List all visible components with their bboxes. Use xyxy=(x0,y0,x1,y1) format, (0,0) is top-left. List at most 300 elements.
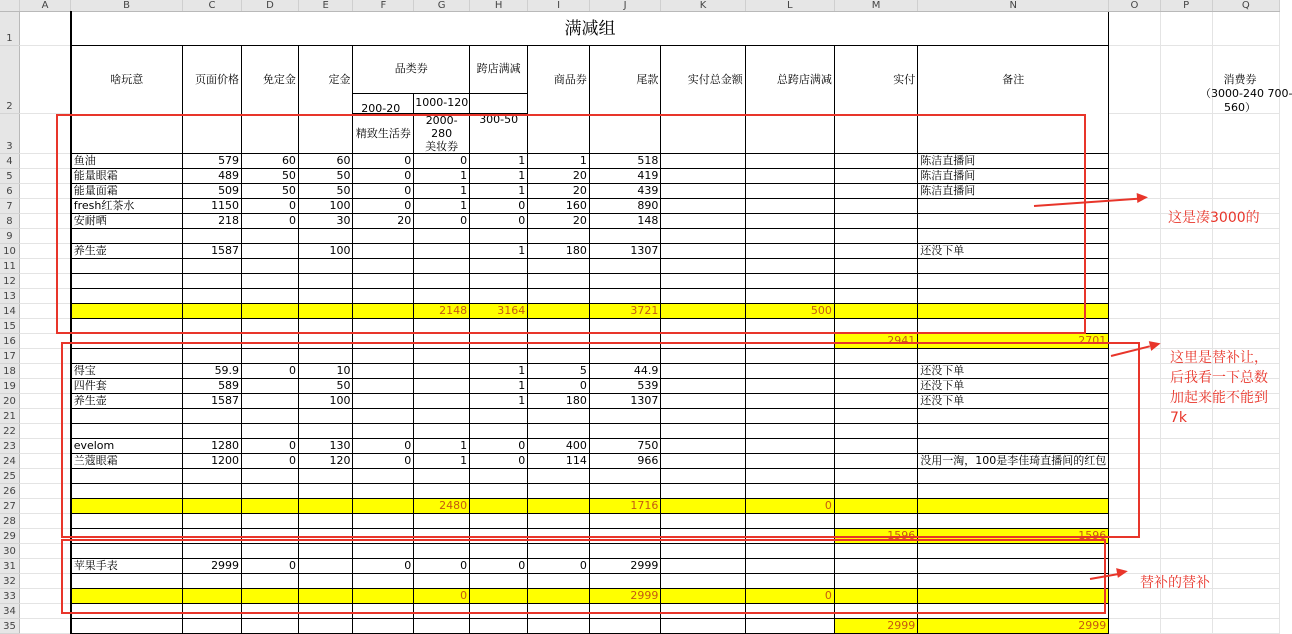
cell-l9[interactable] xyxy=(745,229,834,244)
cell-e21[interactable] xyxy=(298,409,353,424)
cell-j25[interactable] xyxy=(589,469,661,484)
cell-p29[interactable] xyxy=(1160,529,1212,544)
cell-f13[interactable] xyxy=(353,289,414,304)
cell-g14[interactable]: 2148 xyxy=(414,304,470,319)
cell-j28[interactable] xyxy=(589,514,661,529)
cell-l11[interactable] xyxy=(745,259,834,274)
cell-i26[interactable] xyxy=(528,484,590,499)
cell-q5[interactable] xyxy=(1212,169,1279,184)
cell-c16[interactable] xyxy=(182,334,241,349)
cell-i25[interactable] xyxy=(528,469,590,484)
cell-p27[interactable] xyxy=(1160,499,1212,514)
cell-f17[interactable] xyxy=(353,349,414,364)
cell-q16[interactable] xyxy=(1212,334,1279,349)
cell-c3[interactable] xyxy=(182,114,241,154)
cell-l24[interactable] xyxy=(745,454,834,469)
cell-n28[interactable] xyxy=(918,514,1109,529)
cell-g15[interactable] xyxy=(414,319,470,334)
cell-l17[interactable] xyxy=(745,349,834,364)
cell-l19[interactable] xyxy=(745,379,834,394)
cell-k9[interactable] xyxy=(661,229,745,244)
cell-q27[interactable] xyxy=(1212,499,1279,514)
cell-o29[interactable] xyxy=(1109,529,1161,544)
cell-h21[interactable] xyxy=(470,409,528,424)
cell-b19[interactable]: 四件套 xyxy=(71,379,183,394)
cell-m22[interactable] xyxy=(834,424,917,439)
cell-k23[interactable] xyxy=(661,439,745,454)
cell-e13[interactable] xyxy=(298,289,353,304)
cell-n9[interactable] xyxy=(918,229,1109,244)
cell-e34[interactable] xyxy=(298,604,353,619)
cell-m14[interactable] xyxy=(834,304,917,319)
cell-p14[interactable] xyxy=(1160,304,1212,319)
cell-k28[interactable] xyxy=(661,514,745,529)
cell-k31[interactable] xyxy=(661,559,745,574)
cell-d9[interactable] xyxy=(242,229,299,244)
row-header-3[interactable]: 3 xyxy=(0,114,19,154)
cell-a34[interactable] xyxy=(19,604,70,619)
row-header-4[interactable]: 4 xyxy=(0,154,19,169)
cell-e4[interactable]: 60 xyxy=(298,154,353,169)
column-header-h[interactable]: H xyxy=(470,0,528,12)
cell-o22[interactable] xyxy=(1109,424,1161,439)
cell-j30[interactable] xyxy=(589,544,661,559)
column-header-b[interactable]: B xyxy=(71,0,183,12)
cell-e17[interactable] xyxy=(298,349,353,364)
cell-b26[interactable] xyxy=(71,484,183,499)
cell-j32[interactable] xyxy=(589,574,661,589)
cell-c27[interactable] xyxy=(182,499,241,514)
row-header-23[interactable]: 23 xyxy=(0,439,19,454)
header-subcoupon-300-50[interactable]: 300-50 xyxy=(470,114,528,154)
cell-p23[interactable] xyxy=(1160,439,1212,454)
cell-j9[interactable] xyxy=(589,229,661,244)
cell-h16[interactable] xyxy=(470,334,528,349)
cell-h24[interactable]: 0 xyxy=(470,454,528,469)
cell-h11[interactable] xyxy=(470,259,528,274)
cell-h27[interactable] xyxy=(470,499,528,514)
cell-c13[interactable] xyxy=(182,289,241,304)
cell-e29[interactable] xyxy=(298,529,353,544)
cell-p9[interactable] xyxy=(1160,229,1212,244)
cell-a9[interactable] xyxy=(19,229,70,244)
column-header-d[interactable]: D xyxy=(242,0,299,12)
cell-g25[interactable] xyxy=(414,469,470,484)
row-header-7[interactable]: 7 xyxy=(0,199,19,214)
cell-p35[interactable] xyxy=(1160,619,1212,634)
cell-g33[interactable]: 0 xyxy=(414,589,470,604)
cell-f20[interactable] xyxy=(353,394,414,409)
cell-q30[interactable] xyxy=(1212,544,1279,559)
cell-f18[interactable] xyxy=(353,364,414,379)
row-header-13[interactable]: 13 xyxy=(0,289,19,304)
cell-f32[interactable] xyxy=(353,574,414,589)
cell-g16[interactable] xyxy=(414,334,470,349)
cell-o21[interactable] xyxy=(1109,409,1161,424)
cell-o4[interactable] xyxy=(1109,154,1161,169)
cell-b16[interactable] xyxy=(71,334,183,349)
cell-f33[interactable] xyxy=(353,589,414,604)
cell-m11[interactable] xyxy=(834,259,917,274)
cell-a32[interactable] xyxy=(19,574,70,589)
cell-a13[interactable] xyxy=(19,289,70,304)
cell-e5[interactable]: 50 xyxy=(298,169,353,184)
cell-m12[interactable] xyxy=(834,274,917,289)
cell-l4[interactable] xyxy=(745,154,834,169)
row-header-28[interactable]: 28 xyxy=(0,514,19,529)
cell-a10[interactable] xyxy=(19,244,70,259)
column-header-c[interactable]: C xyxy=(182,0,241,12)
cell-b13[interactable] xyxy=(71,289,183,304)
cell-l34[interactable] xyxy=(745,604,834,619)
cell-f19[interactable] xyxy=(353,379,414,394)
cell-p4[interactable] xyxy=(1160,154,1212,169)
cell-o20[interactable] xyxy=(1109,394,1161,409)
cell-h28[interactable] xyxy=(470,514,528,529)
cell-c10[interactable]: 1587 xyxy=(182,244,241,259)
cell-n19[interactable]: 还没下单 xyxy=(918,379,1109,394)
cell-l8[interactable] xyxy=(745,214,834,229)
cell-g21[interactable] xyxy=(414,409,470,424)
cell-d28[interactable] xyxy=(242,514,299,529)
cell-c28[interactable] xyxy=(182,514,241,529)
cell-b24[interactable]: 兰蔻眼霜 xyxy=(71,454,183,469)
cell-g8[interactable]: 0 xyxy=(414,214,470,229)
cell-j17[interactable] xyxy=(589,349,661,364)
cell-l32[interactable] xyxy=(745,574,834,589)
cell-c23[interactable]: 1280 xyxy=(182,439,241,454)
cell-i34[interactable] xyxy=(528,604,590,619)
cell-m9[interactable] xyxy=(834,229,917,244)
row-header-9[interactable]: 9 xyxy=(0,229,19,244)
cell-b34[interactable] xyxy=(71,604,183,619)
cell-l7[interactable] xyxy=(745,199,834,214)
cell-d31[interactable]: 0 xyxy=(242,559,299,574)
cell-d29[interactable] xyxy=(242,529,299,544)
cell-h26[interactable] xyxy=(470,484,528,499)
cell-f30[interactable] xyxy=(353,544,414,559)
cell-q31[interactable] xyxy=(1212,559,1279,574)
cell-f16[interactable] xyxy=(353,334,414,349)
cell-f24[interactable]: 0 xyxy=(353,454,414,469)
header-actual-total[interactable] xyxy=(661,46,745,114)
cell-n13[interactable] xyxy=(918,289,1109,304)
cell-a1[interactable] xyxy=(19,12,70,46)
cell-o11[interactable] xyxy=(1109,259,1161,274)
cell-i5[interactable]: 20 xyxy=(528,169,590,184)
cell-f7[interactable]: 0 xyxy=(353,199,414,214)
cell-e16[interactable] xyxy=(298,334,353,349)
cell-a21[interactable] xyxy=(19,409,70,424)
cell-a5[interactable] xyxy=(19,169,70,184)
cell-e12[interactable] xyxy=(298,274,353,289)
cell-d18[interactable]: 0 xyxy=(242,364,299,379)
cell-l20[interactable] xyxy=(745,394,834,409)
cell-a16[interactable] xyxy=(19,334,70,349)
cell-a12[interactable] xyxy=(19,274,70,289)
cell-m31[interactable] xyxy=(834,559,917,574)
cell-a25[interactable] xyxy=(19,469,70,484)
cell-q24[interactable] xyxy=(1212,454,1279,469)
cell-i23[interactable]: 400 xyxy=(528,439,590,454)
cell-k8[interactable] xyxy=(661,214,745,229)
column-header-j[interactable]: J xyxy=(589,0,661,12)
cell-j26[interactable] xyxy=(589,484,661,499)
select-all-corner[interactable] xyxy=(0,0,19,12)
cell-k27[interactable] xyxy=(661,499,745,514)
row-header-25[interactable]: 25 xyxy=(0,469,19,484)
cell-k13[interactable] xyxy=(661,289,745,304)
cell-j7[interactable]: 890 xyxy=(589,199,661,214)
cell-a30[interactable] xyxy=(19,544,70,559)
cell-f21[interactable] xyxy=(353,409,414,424)
cell-o6[interactable] xyxy=(1109,184,1161,199)
cell-a20[interactable] xyxy=(19,394,70,409)
cell-k21[interactable] xyxy=(661,409,745,424)
cell-g7[interactable]: 1 xyxy=(414,199,470,214)
cell-e26[interactable] xyxy=(298,484,353,499)
cell-e9[interactable] xyxy=(298,229,353,244)
cell-j23[interactable]: 750 xyxy=(589,439,661,454)
column-header-q[interactable]: Q xyxy=(1212,0,1279,12)
cell-i13[interactable] xyxy=(528,289,590,304)
cell-l10[interactable] xyxy=(745,244,834,259)
header-deposit[interactable] xyxy=(298,46,353,114)
cell-e7[interactable]: 100 xyxy=(298,199,353,214)
cell-m15[interactable] xyxy=(834,319,917,334)
cell-b14[interactable] xyxy=(71,304,183,319)
header-refined-life-coupon[interactable]: 精致生活券 xyxy=(353,114,414,154)
cell-i14[interactable] xyxy=(528,304,590,319)
cell-k35[interactable] xyxy=(661,619,745,634)
cell-o28[interactable] xyxy=(1109,514,1161,529)
cell-q11[interactable] xyxy=(1212,259,1279,274)
cell-a22[interactable] xyxy=(19,424,70,439)
cell-b29[interactable] xyxy=(71,529,183,544)
cell-i32[interactable] xyxy=(528,574,590,589)
cell-c5[interactable]: 489 xyxy=(182,169,241,184)
cell-n20[interactable]: 还没下单 xyxy=(918,394,1109,409)
cell-e6[interactable]: 50 xyxy=(298,184,353,199)
cell-k6[interactable] xyxy=(661,184,745,199)
header-page-price[interactable] xyxy=(182,46,241,114)
cell-q29[interactable] xyxy=(1212,529,1279,544)
row-header-1[interactable]: 1 xyxy=(0,12,19,46)
cell-k20[interactable] xyxy=(661,394,745,409)
cell-i29[interactable] xyxy=(528,529,590,544)
cell-d20[interactable] xyxy=(242,394,299,409)
column-header-k[interactable]: K xyxy=(661,0,745,12)
cell-c35[interactable] xyxy=(182,619,241,634)
cell-n27[interactable] xyxy=(918,499,1109,514)
cell-b3[interactable] xyxy=(71,114,183,154)
cell-i30[interactable] xyxy=(528,544,590,559)
cell-n25[interactable] xyxy=(918,469,1109,484)
cell-q34[interactable] xyxy=(1212,604,1279,619)
cell-k17[interactable] xyxy=(661,349,745,364)
cell-d19[interactable] xyxy=(242,379,299,394)
cell-h15[interactable] xyxy=(470,319,528,334)
cell-m13[interactable] xyxy=(834,289,917,304)
cell-h20[interactable]: 1 xyxy=(470,394,528,409)
cell-l35[interactable] xyxy=(745,619,834,634)
cell-l22[interactable] xyxy=(745,424,834,439)
cell-g34[interactable] xyxy=(414,604,470,619)
cell-g29[interactable] xyxy=(414,529,470,544)
header-name[interactable] xyxy=(71,46,183,114)
cell-d17[interactable] xyxy=(242,349,299,364)
cell-f15[interactable] xyxy=(353,319,414,334)
cell-o8[interactable] xyxy=(1109,214,1161,229)
cell-e8[interactable]: 30 xyxy=(298,214,353,229)
row-header-26[interactable]: 26 xyxy=(0,484,19,499)
cell-n18[interactable]: 还没下单 xyxy=(918,364,1109,379)
cell-m30[interactable] xyxy=(834,544,917,559)
cell-h4[interactable]: 1 xyxy=(470,154,528,169)
cell-g5[interactable]: 1 xyxy=(414,169,470,184)
cell-d4[interactable]: 60 xyxy=(242,154,299,169)
row-header-24[interactable]: 24 xyxy=(0,454,19,469)
cell-d14[interactable] xyxy=(242,304,299,319)
cell-q9[interactable] xyxy=(1212,229,1279,244)
cell-n24[interactable]: 没用一淘，100是李佳琦直播间的红包 xyxy=(918,454,1109,469)
cell-o30[interactable] xyxy=(1109,544,1161,559)
cell-e31[interactable] xyxy=(298,559,353,574)
cell-c11[interactable] xyxy=(182,259,241,274)
cell-b21[interactable] xyxy=(71,409,183,424)
cell-q35[interactable] xyxy=(1212,619,1279,634)
cell-p31[interactable] xyxy=(1160,559,1212,574)
cell-l14[interactable]: 500 xyxy=(745,304,834,319)
cell-l18[interactable] xyxy=(745,364,834,379)
cell-n14[interactable] xyxy=(918,304,1109,319)
cell-m23[interactable] xyxy=(834,439,917,454)
row-header-11[interactable]: 11 xyxy=(0,259,19,274)
cell-l6[interactable] xyxy=(745,184,834,199)
cell-f6[interactable]: 0 xyxy=(353,184,414,199)
cell-e30[interactable] xyxy=(298,544,353,559)
cell-k14[interactable] xyxy=(661,304,745,319)
cell-g4[interactable]: 0 xyxy=(414,154,470,169)
row-header-33[interactable]: 33 xyxy=(0,589,19,604)
cell-l13[interactable] xyxy=(745,289,834,304)
cell-i17[interactable] xyxy=(528,349,590,364)
cell-a24[interactable] xyxy=(19,454,70,469)
cell-g31[interactable]: 0 xyxy=(414,559,470,574)
cell-e14[interactable] xyxy=(298,304,353,319)
cell-p6[interactable] xyxy=(1160,184,1212,199)
cell-n30[interactable] xyxy=(918,544,1109,559)
cell-a19[interactable] xyxy=(19,379,70,394)
cell-o1[interactable] xyxy=(1109,12,1161,46)
cell-a17[interactable] xyxy=(19,349,70,364)
cell-o34[interactable] xyxy=(1109,604,1161,619)
cell-d3[interactable] xyxy=(242,114,299,154)
cell-l12[interactable] xyxy=(745,274,834,289)
cell-i24[interactable]: 114 xyxy=(528,454,590,469)
cell-p3[interactable] xyxy=(1160,114,1212,154)
cell-j16[interactable] xyxy=(589,334,661,349)
cell-e20[interactable]: 100 xyxy=(298,394,353,409)
cell-c31[interactable]: 2999 xyxy=(182,559,241,574)
cell-h13[interactable] xyxy=(470,289,528,304)
cell-h23[interactable]: 0 xyxy=(470,439,528,454)
cell-a2[interactable] xyxy=(19,46,70,114)
cell-i3[interactable] xyxy=(528,114,590,154)
cell-f25[interactable] xyxy=(353,469,414,484)
cell-c21[interactable] xyxy=(182,409,241,424)
cell-n31[interactable] xyxy=(918,559,1109,574)
cell-p28[interactable] xyxy=(1160,514,1212,529)
cell-l15[interactable] xyxy=(745,319,834,334)
row-header-19[interactable]: 19 xyxy=(0,379,19,394)
cell-f28[interactable] xyxy=(353,514,414,529)
cell-l23[interactable] xyxy=(745,439,834,454)
cell-n16[interactable]: 2701 xyxy=(918,334,1109,349)
cell-h29[interactable] xyxy=(470,529,528,544)
cell-e23[interactable]: 130 xyxy=(298,439,353,454)
cell-m33[interactable] xyxy=(834,589,917,604)
cell-j4[interactable]: 518 xyxy=(589,154,661,169)
cell-o24[interactable] xyxy=(1109,454,1161,469)
cell-d35[interactable] xyxy=(242,619,299,634)
row-header-34[interactable]: 34 xyxy=(0,604,19,619)
cell-h6[interactable]: 1 xyxy=(470,184,528,199)
cell-g18[interactable] xyxy=(414,364,470,379)
cell-n22[interactable] xyxy=(918,424,1109,439)
cell-b23[interactable]: evelom xyxy=(71,439,183,454)
cell-n12[interactable] xyxy=(918,274,1109,289)
cell-p24[interactable] xyxy=(1160,454,1212,469)
cell-d5[interactable]: 50 xyxy=(242,169,299,184)
cell-q23[interactable] xyxy=(1212,439,1279,454)
cell-f10[interactable] xyxy=(353,244,414,259)
cell-d10[interactable] xyxy=(242,244,299,259)
cell-j12[interactable] xyxy=(589,274,661,289)
cell-d25[interactable] xyxy=(242,469,299,484)
cell-c29[interactable] xyxy=(182,529,241,544)
cell-b10[interactable]: 养生壶 xyxy=(71,244,183,259)
cell-p12[interactable] xyxy=(1160,274,1212,289)
cell-j33[interactable]: 2999 xyxy=(589,589,661,604)
cell-g26[interactable] xyxy=(414,484,470,499)
header-beauty-coupon[interactable] xyxy=(414,114,470,154)
column-header-p[interactable]: P xyxy=(1160,0,1212,12)
row-header-15[interactable]: 15 xyxy=(0,319,19,334)
cell-a35[interactable] xyxy=(19,619,70,634)
cell-b6[interactable]: 能量面霜 xyxy=(71,184,183,199)
cell-p5[interactable] xyxy=(1160,169,1212,184)
cell-b12[interactable] xyxy=(71,274,183,289)
cell-k24[interactable] xyxy=(661,454,745,469)
cell-q1[interactable] xyxy=(1212,12,1279,46)
header-free-deposit[interactable] xyxy=(242,46,299,114)
cell-a11[interactable] xyxy=(19,259,70,274)
cell-h10[interactable]: 1 xyxy=(470,244,528,259)
sheet-title[interactable]: 满减组 xyxy=(71,12,1109,46)
header-cross-store[interactable] xyxy=(470,46,528,114)
cell-c7[interactable]: 1150 xyxy=(182,199,241,214)
header-actual-paid[interactable] xyxy=(834,46,917,114)
cell-f8[interactable]: 20 xyxy=(353,214,414,229)
row-header-35[interactable]: 35 xyxy=(0,619,19,634)
cell-b18[interactable]: 得宝 xyxy=(71,364,183,379)
cell-o26[interactable] xyxy=(1109,484,1161,499)
cell-m3[interactable] xyxy=(834,114,917,154)
cell-c19[interactable]: 589 xyxy=(182,379,241,394)
cell-m26[interactable] xyxy=(834,484,917,499)
cell-j29[interactable] xyxy=(589,529,661,544)
